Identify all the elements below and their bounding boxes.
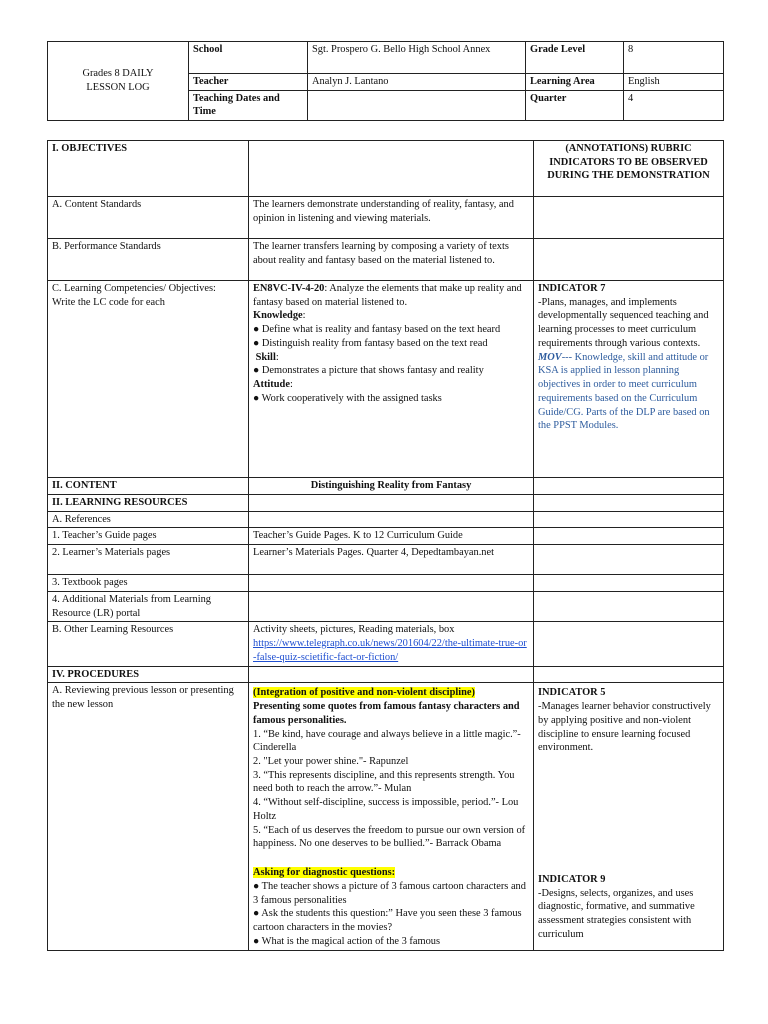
content-annotation bbox=[534, 478, 724, 495]
diagnostic-item: ● What is the magical action of the 3 famous bbox=[253, 935, 441, 947]
teachers-guide-annotation bbox=[534, 528, 724, 545]
additional-materials-label: 4. Additional Materials from Learning Resource (LR) portal bbox=[48, 591, 249, 621]
presenting-quotes: Presenting some quotes from famous fantasy characters and famous personalities. bbox=[253, 701, 520, 726]
knowledge-heading: Knowledge: bbox=[253, 310, 306, 322]
competencies-note: Write the LC code for each bbox=[52, 296, 165, 308]
objectives-empty-cell bbox=[249, 141, 534, 197]
quote-item: 5. “Each of us deserves the freedom to pursue our own version of happiness. No one deserves to be bullied.”- Barrack Obama bbox=[253, 824, 526, 850]
procedure-a-label: A. Reviewing previous lesson or presenting the new lesson bbox=[48, 683, 249, 950]
learners-materials-annotation bbox=[534, 545, 724, 575]
knowledge-label: Knowledge bbox=[253, 310, 303, 322]
indicator-5-text: -Manages learner behavior constructively by applying positive and non-violent discipline to ensure learning focused environment. bbox=[538, 701, 711, 754]
diagnostic-item: ● Ask the students this question:” Have you seen these 3 famous cartoon characters in the movies? bbox=[253, 908, 522, 934]
lc-statement bbox=[253, 282, 529, 309]
annotation-heading: (ANNOTATIONS) RUBRIC INDICATORS TO BE OBSERVED DURING THE DEMONSTRATION bbox=[534, 141, 724, 197]
lc-text: : Analyze the elements that make up reality and fantasy based on material listened to. bbox=[253, 283, 522, 308]
competencies-cell bbox=[249, 281, 534, 478]
mov-label: MOV bbox=[538, 351, 562, 363]
content-standards-text: The learners demonstrate understanding of reality, fantasy, and opinion in listening and viewing materials. bbox=[249, 197, 534, 239]
diagnostic-item: ● The teacher shows a picture of 3 famous cartoon characters and 3 famous personalities bbox=[253, 880, 526, 906]
indicator-7-cell bbox=[534, 281, 724, 478]
teaching-dates-label: Teaching Dates and Time bbox=[189, 90, 308, 120]
resources-empty bbox=[249, 495, 534, 512]
objectives-heading: I. OBJECTIVES bbox=[48, 141, 249, 197]
resources-heading: II. LEARNING RESOURCES bbox=[48, 495, 249, 512]
additional-materials-value bbox=[249, 591, 534, 621]
resources-annotation bbox=[534, 495, 724, 512]
indicator-9-title: INDICATOR 9 bbox=[538, 874, 606, 886]
mov-text: --- Knowledge, skill and attitude or KSA is applied in lesson planning objectives in order to meet curriculum requirements based on the Curriculum Guide/CG. Parts of the DLP are based on the PPST Modules. bbox=[538, 351, 710, 432]
teacher-value: Analyn J. Lantano bbox=[308, 74, 526, 91]
other-resources-value: Activity sheets, pictures, Reading materials, box bbox=[253, 624, 455, 636]
other-resources-label: B. Other Learning Resources bbox=[48, 622, 249, 666]
lesson-log-title: Grades 8 DAILY LESSON LOG bbox=[48, 42, 189, 121]
quote-item: 1. “Be kind, have courage and always believe in a little magic.”- Cinderella bbox=[253, 728, 521, 754]
attitude-item: ● Work cooperatively with the assigned tasks bbox=[253, 392, 442, 404]
attitude-label: Attitude bbox=[253, 379, 290, 391]
knowledge-item: ● Distinguish reality from fantasy based on the text read bbox=[253, 337, 488, 349]
learning-area-label: Learning Area bbox=[526, 74, 624, 91]
learners-materials-value: Learner’s Materials Pages. Quarter 4, Depedtambayan.net bbox=[249, 545, 534, 575]
additional-materials-annotation bbox=[534, 591, 724, 621]
references-label: A. References bbox=[48, 511, 249, 528]
quarter-value: 4 bbox=[624, 90, 724, 120]
textbook-annotation bbox=[534, 575, 724, 592]
grade-level-value: 8 bbox=[624, 42, 724, 74]
lesson-plan-table bbox=[47, 140, 724, 951]
integration-note bbox=[253, 686, 529, 700]
content-standards-label: A. Content Standards bbox=[48, 197, 249, 239]
competencies-label-cell bbox=[48, 281, 249, 478]
performance-standards-label: B. Performance Standards bbox=[48, 239, 249, 281]
procedures-heading: IV. PROCEDURES bbox=[48, 666, 249, 683]
procedures-empty bbox=[249, 666, 534, 683]
diagnostic-heading bbox=[253, 866, 529, 880]
teacher-label: Teacher bbox=[189, 74, 308, 91]
teaching-dates-value bbox=[308, 90, 526, 120]
textbook-value bbox=[249, 575, 534, 592]
mov-note bbox=[538, 351, 719, 433]
school-value: Sgt. Prospero G. Bello High School Annex bbox=[308, 42, 526, 74]
procedure-a-cell bbox=[249, 683, 534, 950]
indicator-9-text: -Designs, selects, organizes, and uses diagnostic, formative, and summative assessment strategies consistent with curriculum bbox=[538, 887, 695, 940]
indicator-7-title: INDICATOR 7 bbox=[538, 283, 606, 294]
attitude-heading: Attitude: bbox=[253, 379, 293, 391]
performance-standards-annotation bbox=[534, 239, 724, 281]
spacer bbox=[253, 851, 529, 866]
school-label: School bbox=[189, 42, 308, 74]
spacer bbox=[538, 755, 719, 873]
learners-materials-label: 2. Learner’s Materials pages bbox=[48, 545, 249, 575]
references-annotation bbox=[534, 511, 724, 528]
quote-item: 4. “Without self-discipline, success is impossible, period.”- Lou Holtz bbox=[253, 797, 519, 822]
quote-item: 3. “This represents discipline, and this represents strength. You need both to reach the arrow.”- Mulan bbox=[253, 769, 515, 795]
procedure-a-annotations bbox=[534, 683, 724, 950]
indicator-5-title: INDICATOR 5 bbox=[538, 687, 606, 699]
resource-link[interactable]: https://www.telegraph.co.uk/news/201604/22/the-ultimate-true-or-false-quiz-scietific-fact-or-fiction/ bbox=[253, 638, 527, 663]
procedures-annotation bbox=[534, 666, 724, 683]
other-resources-annotation bbox=[534, 622, 724, 666]
learning-area-value: English bbox=[624, 74, 724, 91]
content-heading: II. CONTENT bbox=[48, 478, 249, 495]
quote-item: 2. "Let your power shine."- Rapunzel bbox=[253, 756, 409, 768]
other-resources-cell bbox=[249, 622, 534, 666]
textbook-label: 3. Textbook pages bbox=[48, 575, 249, 592]
teachers-guide-label: 1. Teacher’s Guide pages bbox=[48, 528, 249, 545]
competencies-label: C. Learning Competencies/ Objectives: bbox=[52, 283, 216, 294]
indicator-7-text: -Plans, manages, and implements developmentally sequenced teaching and learning processes to meet curriculum requirements through various contexts. bbox=[538, 296, 709, 349]
teachers-guide-value: Teacher’s Guide Pages. K to 12 Curriculum Guide bbox=[249, 528, 534, 545]
quarter-label: Quarter bbox=[526, 90, 624, 120]
performance-standards-text: The learner transfers learning by composing a variety of texts about reality and fantasy based on the material listened to. bbox=[249, 239, 534, 281]
skill-label: Skill bbox=[255, 351, 276, 363]
skill-heading: Skill: bbox=[255, 351, 279, 363]
integration-highlight: (Integration of positive and non-violent discipline) bbox=[253, 687, 475, 699]
content-standards-annotation bbox=[534, 197, 724, 239]
header-table bbox=[47, 41, 724, 121]
content-topic: Distinguishing Reality from Fantasy bbox=[249, 478, 534, 495]
knowledge-item: ● Define what is reality and fantasy based on the text heard bbox=[253, 324, 501, 336]
skill-item: ● Demonstrates a picture that shows fantasy and reality bbox=[253, 365, 484, 377]
grade-level-label: Grade Level bbox=[526, 42, 624, 74]
references-value bbox=[249, 511, 534, 528]
diagnostic-highlight: Asking for diagnostic questions: bbox=[253, 867, 396, 879]
lc-code: EN8VC-IV-4-20 bbox=[253, 283, 325, 294]
